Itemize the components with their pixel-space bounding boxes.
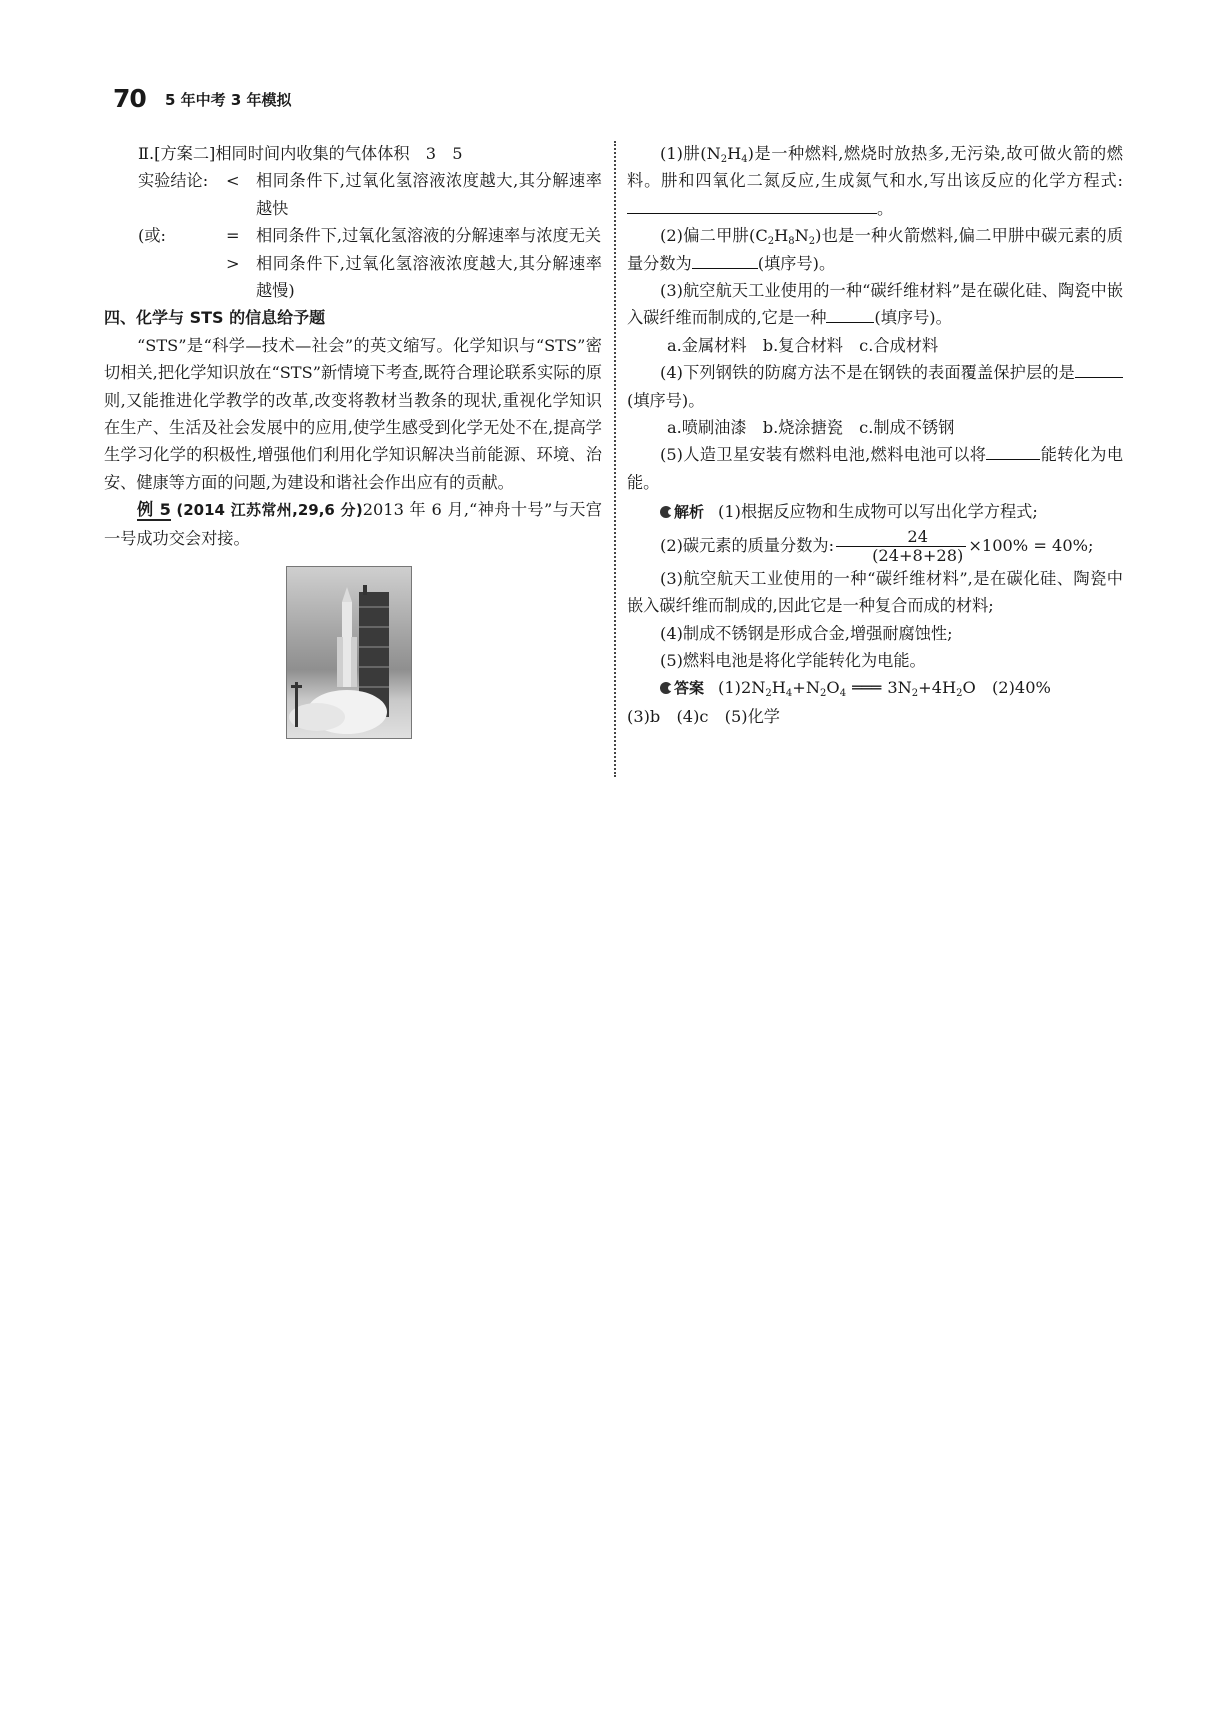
example-5 [104, 496, 602, 552]
answer-blank[interactable] [692, 250, 758, 269]
conclusion-text: 相同条件下,过氧化氢溶液的分解速率与浓度无关 [256, 226, 602, 246]
right-column [627, 140, 1123, 730]
conclusion-text: 相同条件下,过氧化氢溶液浓度越大,其分解速率越快 [256, 171, 602, 218]
question-4: (4)下列钢铁的防腐方法不是在钢铁的表面覆盖保护层的是(填序号)。 [627, 359, 1123, 414]
answer-blank[interactable] [1075, 359, 1123, 378]
conclusion-symbol: < [226, 171, 240, 191]
section-title: 四、化学与 STS 的信息给予题 [104, 308, 326, 328]
analysis-label: 解析 [660, 503, 704, 521]
conclusion-symbol: > [226, 253, 240, 273]
analysis-line-1: 解析 (1)根据反应物和生成物可以写出化学方程式; [627, 498, 1123, 526]
answer-label: 答案 [660, 679, 704, 697]
example-label: 例 5 [137, 500, 171, 520]
analysis-mark-icon [660, 506, 672, 518]
answer-mark-icon [660, 682, 672, 694]
conclusion-label: 实验结论: [138, 171, 209, 191]
question-2: (2)偏二甲肼$(C_2H_8N_2)$也是一种火箭燃料,偏二甲肼中碳元素的质量分数为 (填序号)。 [627, 226, 1123, 273]
equation-sign: ═══ [852, 678, 882, 698]
conclusion-1 [104, 167, 602, 222]
example-source: (2014 江苏常州,29,6 分) [176, 501, 363, 520]
conclusion-2 [104, 222, 602, 249]
section-intro: “STS”是“科学—技术—社会”的英文缩写。化学知识与“STS”密切相关,把化学知识放在“STS”新情境下考查,既符合理论联系实际的原则,又能推进化学教学的改革,改变将教材当教条的现状,重视化学知识在生产、生活及社会发展中的应用,使学生感受到化学无处不在,提高学生学习化学的积极性,增强他们利用化学知识解决当前能源、环境、治安、健康等方面的问题,为建设和谐社会作出应有的贡献。 [104, 335, 602, 492]
conclusion-prefix: (或: [138, 226, 166, 246]
left-column [104, 140, 602, 739]
analysis-line-3: (3)航空航天工业使用的一种“碳纤维材料”,是在碳化硅、陶瓷中嵌入碳纤维而制成的,因此它是一种复合而成的材料; [627, 568, 1123, 616]
conclusion-prefix [138, 250, 226, 305]
example-text: 2013 年 6 月,“神舟十号”与天宫一号成功交会对接。 [104, 500, 602, 548]
answer-line-1: 答案 $(1)2N_2H_4+N_2O_4$ ═══ $3N_2+4H_2O$ (2)40% [627, 674, 1123, 702]
conclusion-symbol: = [226, 226, 240, 246]
answer-blank[interactable] [986, 441, 1040, 460]
column-divider [614, 141, 616, 777]
analysis-line-4: (4)制成不锈钢是形成合金,增强耐腐蚀性; [660, 623, 953, 643]
answer-line-2: (3)b (4)c (5)化学 [627, 706, 780, 726]
question-3-options: a.金属材料 b.复合材料 c.合成材料 [667, 335, 939, 355]
question-4-options: a.喷刷油漆 b.烧涂搪瓷 c.制成不锈钢 [667, 418, 955, 438]
answer-blank[interactable] [826, 304, 874, 323]
rocket-launch-photo [286, 566, 412, 739]
analysis-line-2: (2)碳元素的质量分数为: $\frac{24}{(24+8+28)}$ ×100% = 40%; [660, 526, 1094, 565]
answer-blank[interactable] [627, 195, 877, 214]
page-number: 70 [113, 84, 146, 113]
analysis-line-5: (5)燃料电池是将化学能转化为电能。 [660, 650, 926, 670]
fraction: $\frac{24}{(24+8+28)}$ [836, 528, 966, 565]
question-5: (5)人造卫星安装有燃料电池,燃料电池可以将 能转化为电能。 [627, 441, 1123, 496]
conclusion-text: 相同条件下,过氧化氢溶液浓度越大,其分解速率越慢) [256, 253, 602, 301]
book-title: 5 年中考 3 年模拟 [165, 91, 292, 109]
question-1: (1)肼$(N_2H_4)$是一种燃料,燃烧时放热多,无污染,故可做火箭的燃料。肼和四氧化二氮反应,生成氮气和水,写出该反应的化学方程式:。 [627, 144, 1123, 218]
rocket-illustration [287, 567, 411, 738]
plan-two-line: Ⅱ.[方案二]相同时间内收集的气体体积 3 5 [138, 144, 463, 163]
question-3: (3)航空航天工业使用的一种“碳纤维材料”是在碳化硅、陶瓷中嵌入碳纤维而制成的,它是一种 (填序号)。 [627, 281, 1123, 328]
conclusion-3 [104, 250, 602, 305]
